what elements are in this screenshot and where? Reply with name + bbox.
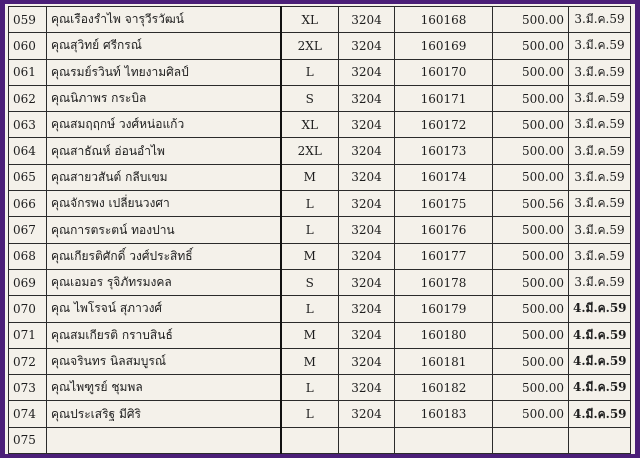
event-code: 3204	[339, 322, 395, 348]
payment-date: 3.มี.ค.59	[569, 85, 631, 111]
table-row	[9, 33, 631, 59]
ledger-body	[9, 7, 631, 454]
receipt-number: 160178	[395, 269, 493, 295]
table-row	[9, 59, 631, 85]
event-code: 3204	[339, 375, 395, 401]
event-code	[339, 427, 395, 453]
receipt-number: 160180	[395, 322, 493, 348]
table-row	[9, 375, 631, 401]
event-code: 3204	[339, 59, 395, 85]
shirt-size: L	[281, 59, 339, 85]
receipt-number: 160177	[395, 243, 493, 269]
payment-date: 3.มี.ค.59	[569, 59, 631, 85]
shirt-size: S	[281, 85, 339, 111]
row-number: 071	[9, 322, 47, 348]
receipt-number: 160173	[395, 138, 493, 164]
amount-paid	[493, 427, 569, 453]
table-row	[9, 322, 631, 348]
event-code: 3204	[339, 243, 395, 269]
payment-date: 4.มี.ค.59	[569, 348, 631, 374]
event-code: 3204	[339, 296, 395, 322]
member-name: คุณเรืองรำไพ จารุวีรวัฒน์	[47, 7, 281, 33]
shirt-size: M	[281, 322, 339, 348]
shirt-size: 2XL	[281, 33, 339, 59]
amount-paid: 500.00	[493, 112, 569, 138]
row-number: 059	[9, 7, 47, 33]
amount-paid: 500.00	[493, 296, 569, 322]
payment-date: 4.มี.ค.59	[569, 375, 631, 401]
event-code: 3204	[339, 7, 395, 33]
shirt-size	[281, 427, 339, 453]
table-row	[9, 112, 631, 138]
member-name: คุณรมย์รวินท์ ไทยงามศิลป์	[47, 59, 281, 85]
payment-date: 3.มี.ค.59	[569, 243, 631, 269]
amount-paid: 500.56	[493, 191, 569, 217]
payment-date: 3.มี.ค.59	[569, 33, 631, 59]
receipt-number: 160176	[395, 217, 493, 243]
shirt-size: XL	[281, 112, 339, 138]
shirt-size: L	[281, 401, 339, 427]
shirt-size: M	[281, 348, 339, 374]
member-name: คุณประเสริฐ มีศิริ	[47, 401, 281, 427]
receipt-number: 160179	[395, 296, 493, 322]
amount-paid: 500.00	[493, 59, 569, 85]
table-row	[9, 269, 631, 295]
event-code: 3204	[339, 401, 395, 427]
amount-paid: 500.00	[493, 348, 569, 374]
event-code: 3204	[339, 217, 395, 243]
shirt-size: S	[281, 269, 339, 295]
amount-paid: 500.00	[493, 375, 569, 401]
row-number: 063	[9, 112, 47, 138]
member-name: คุณการตระตน์ ทองปาน	[47, 217, 281, 243]
shirt-size: M	[281, 164, 339, 190]
shirt-size: L	[281, 296, 339, 322]
row-number: 067	[9, 217, 47, 243]
row-number: 075	[9, 427, 47, 453]
payment-date: 3.มี.ค.59	[569, 112, 631, 138]
shirt-size: L	[281, 217, 339, 243]
member-name: คุณเกียรติศักดิ์ วงศ์ประสิทธิ์	[47, 243, 281, 269]
shirt-size: L	[281, 191, 339, 217]
member-name: คุณเอมอร รุจิภัทรมงคล	[47, 269, 281, 295]
payment-date	[569, 427, 631, 453]
amount-paid: 500.00	[493, 85, 569, 111]
receipt-number: 160172	[395, 112, 493, 138]
receipt-number: 160169	[395, 33, 493, 59]
receipt-number: 160174	[395, 164, 493, 190]
amount-paid: 500.00	[493, 269, 569, 295]
amount-paid: 500.00	[493, 164, 569, 190]
receipt-number: 160182	[395, 375, 493, 401]
table-row	[9, 348, 631, 374]
row-number: 073	[9, 375, 47, 401]
event-code: 3204	[339, 191, 395, 217]
amount-paid: 500.00	[493, 7, 569, 33]
shirt-size: M	[281, 243, 339, 269]
event-code: 3204	[339, 269, 395, 295]
amount-paid: 500.00	[493, 138, 569, 164]
receipt-number: 160171	[395, 85, 493, 111]
member-name: คุณสาธัณห์ อ่อนอำไพ	[47, 138, 281, 164]
table-row	[9, 427, 631, 453]
row-number: 070	[9, 296, 47, 322]
event-code: 3204	[339, 112, 395, 138]
payment-date: 4.มี.ค.59	[569, 401, 631, 427]
row-number: 065	[9, 164, 47, 190]
member-name: คุณสมเกียรติ กราบสินธ์	[47, 322, 281, 348]
row-number: 061	[9, 59, 47, 85]
event-code: 3204	[339, 164, 395, 190]
ledger-table	[8, 6, 631, 454]
payment-date: 3.มี.ค.59	[569, 164, 631, 190]
member-name: คุณ ไพโรจน์ สุภาวงศ์	[47, 296, 281, 322]
table-row	[9, 85, 631, 111]
table-row	[9, 296, 631, 322]
row-number: 066	[9, 191, 47, 217]
receipt-number: 160168	[395, 7, 493, 33]
table-row	[9, 164, 631, 190]
amount-paid: 500.00	[493, 322, 569, 348]
member-name: คุณสายวสันต์ กลีบเขม	[47, 164, 281, 190]
event-code: 3204	[339, 33, 395, 59]
shirt-size: 2XL	[281, 138, 339, 164]
table-row	[9, 138, 631, 164]
row-number: 068	[9, 243, 47, 269]
payment-date: 3.มี.ค.59	[569, 138, 631, 164]
receipt-number: 160181	[395, 348, 493, 374]
member-name: คุณสมฤฤกษ์ วงศ์หน่อแก้ว	[47, 112, 281, 138]
amount-paid: 500.00	[493, 401, 569, 427]
ledger-sheet	[5, 4, 635, 454]
receipt-number: 160183	[395, 401, 493, 427]
payment-date: 3.มี.ค.59	[569, 7, 631, 33]
member-name: คุณนิภาพร กระบิล	[47, 85, 281, 111]
payment-date: 3.มี.ค.59	[569, 217, 631, 243]
member-name	[47, 427, 281, 453]
event-code: 3204	[339, 138, 395, 164]
table-row	[9, 243, 631, 269]
member-name: คุณจรินทร นิลสมบูรณ์	[47, 348, 281, 374]
row-number: 072	[9, 348, 47, 374]
receipt-number: 160175	[395, 191, 493, 217]
row-number: 074	[9, 401, 47, 427]
amount-paid: 500.00	[493, 33, 569, 59]
payment-date: 4.มี.ค.59	[569, 296, 631, 322]
amount-paid: 500.00	[493, 243, 569, 269]
event-code: 3204	[339, 348, 395, 374]
shirt-size: XL	[281, 7, 339, 33]
row-number: 062	[9, 85, 47, 111]
row-number: 060	[9, 33, 47, 59]
event-code: 3204	[339, 85, 395, 111]
row-number: 064	[9, 138, 47, 164]
payment-date: 3.มี.ค.59	[569, 269, 631, 295]
table-row	[9, 7, 631, 33]
row-number: 069	[9, 269, 47, 295]
payment-date: 3.มี.ค.59	[569, 191, 631, 217]
shirt-size: L	[281, 375, 339, 401]
table-row	[9, 217, 631, 243]
member-name: คุณจักรพง เปลี่ยนวงศา	[47, 191, 281, 217]
table-row	[9, 191, 631, 217]
payment-date: 4.มี.ค.59	[569, 322, 631, 348]
table-row	[9, 401, 631, 427]
member-name: คุณไพฑูรย์ ชุมพล	[47, 375, 281, 401]
amount-paid: 500.00	[493, 217, 569, 243]
receipt-number	[395, 427, 493, 453]
member-name: คุณสุวิทย์ ศรีกรณ์	[47, 33, 281, 59]
receipt-number: 160170	[395, 59, 493, 85]
